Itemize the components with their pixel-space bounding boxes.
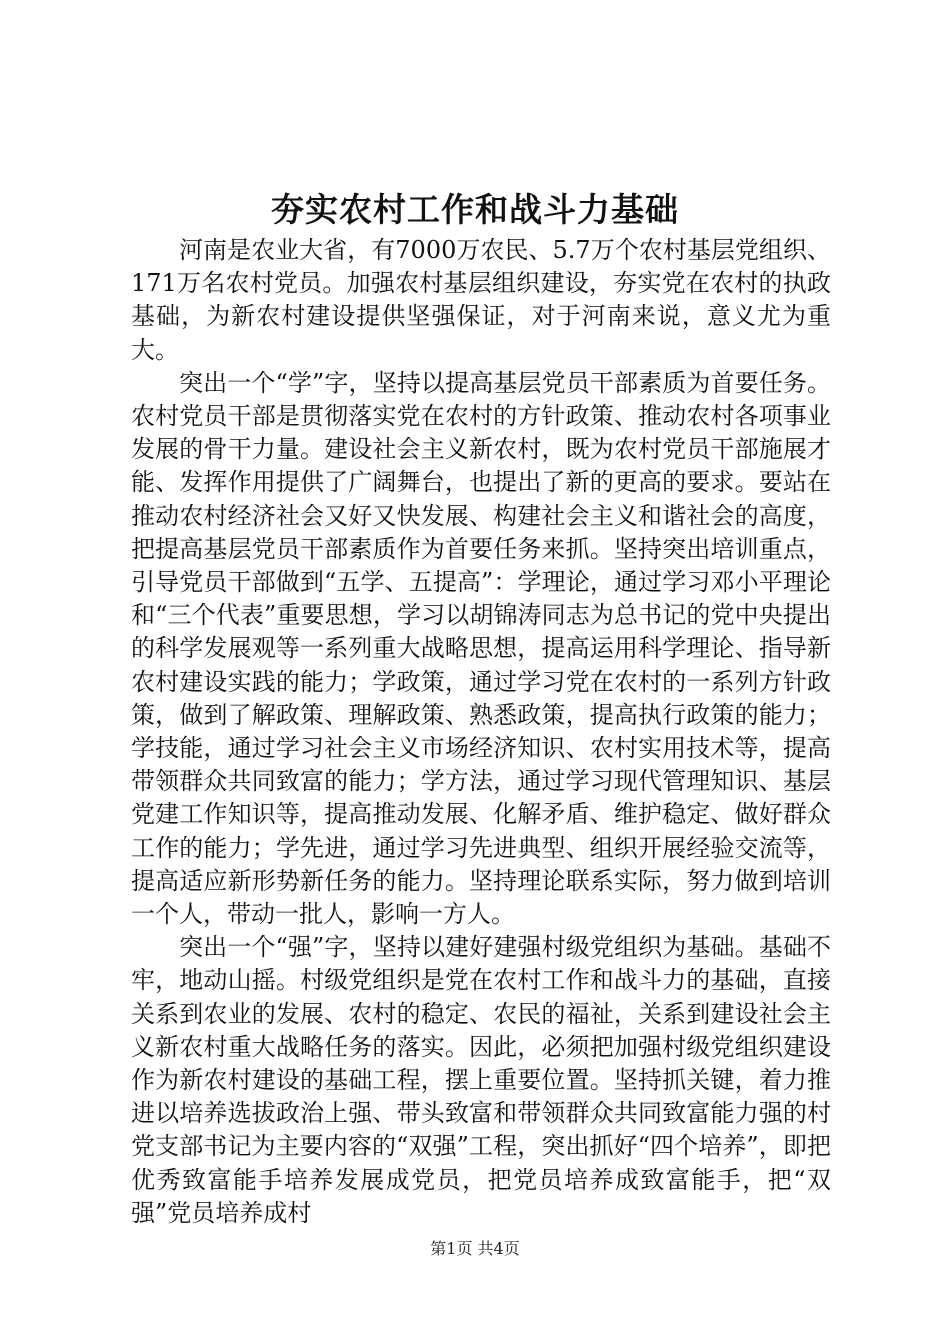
paragraph-2: 突出一个“学”字，坚持以提高基层党员干部素质为首要任务。农村党员干部是贯彻落实党在农村的方针政策、推动农村各项事业发展的骨干力量。建设社会主义新农村，既为农村党员干部施展才能、发挥作用提供了广阔舞台，也提出了新的更高的要求。要站在推动农村经济社会又好又快发展、构建社会主义和谐社会的高度，把提高基层党员干部素质作为首要任务来抓。坚持突出培训重点，引导党员干部做到“五学、五提高”：学理论，通过学习邓小平理论和“三个代表”重要思想，学习以胡锦涛同志为总书记的党中央提出的科学发展观等一系列重大战略思想，提高运用科学理论、指导新农村建设实践的能力；学政策，通过学习党在农村的一系列方针政策，做到了解政策、理解政策、熟悉政策，提高执行政策的能力；学技能，通过学习社会主义市场经济知识、农村实用技术等，提高带领群众共同致富的能力；学方法，通过学习现代管理知识、基层党建工作知识等，提高推动发展、化解矛盾、维护稳定、做好群众工作的能力；学先进，通过学习先进典型、组织开展经验交流等，提高适应新形势新任务的能力。坚持理论联系实际，努力做到培训一个人，带动一批人，影响一方人。 bbox=[131, 368, 831, 929]
paragraph-3: 突出一个“强”字，坚持以建好建强村级党组织为基础。基础不牢，地动山摇。村级党组织是党在农村工作和战斗力的基础，直接关系到农业的发展、农村的稳定、农民的福祉，关系到建设社会主义新农村重大战略任务的落实。因此，必须把加强村级党组织建设作为新农村建设的基础工程，摆上重要位置。坚持抓关键，着力推进以培养选拔政治上强、带头致富和带领群众共同致富能力强的村党支部书记为主要内容的“双强”工程，突出抓好“四个培养”，即把优秀致富能手培养发展成党员，把党员培养成致富能手，把“双强”党员培养成村 bbox=[131, 933, 831, 1227]
document-title: 夯实农村工作和战斗力基础 bbox=[271, 190, 679, 229]
page-number-footer: 第1页 共4页 bbox=[430, 1239, 520, 1258]
paragraph-1: 河南是农业大省，有7000万农民、5.7万个农村基层党组织、171万名农村党员。加强农村基层组织建设，夯实党在农村的执政基础，为新农村建设提供坚强保证，对于河南来说，意义尤为重大。 bbox=[131, 236, 831, 364]
document-body bbox=[131, 234, 831, 1230]
